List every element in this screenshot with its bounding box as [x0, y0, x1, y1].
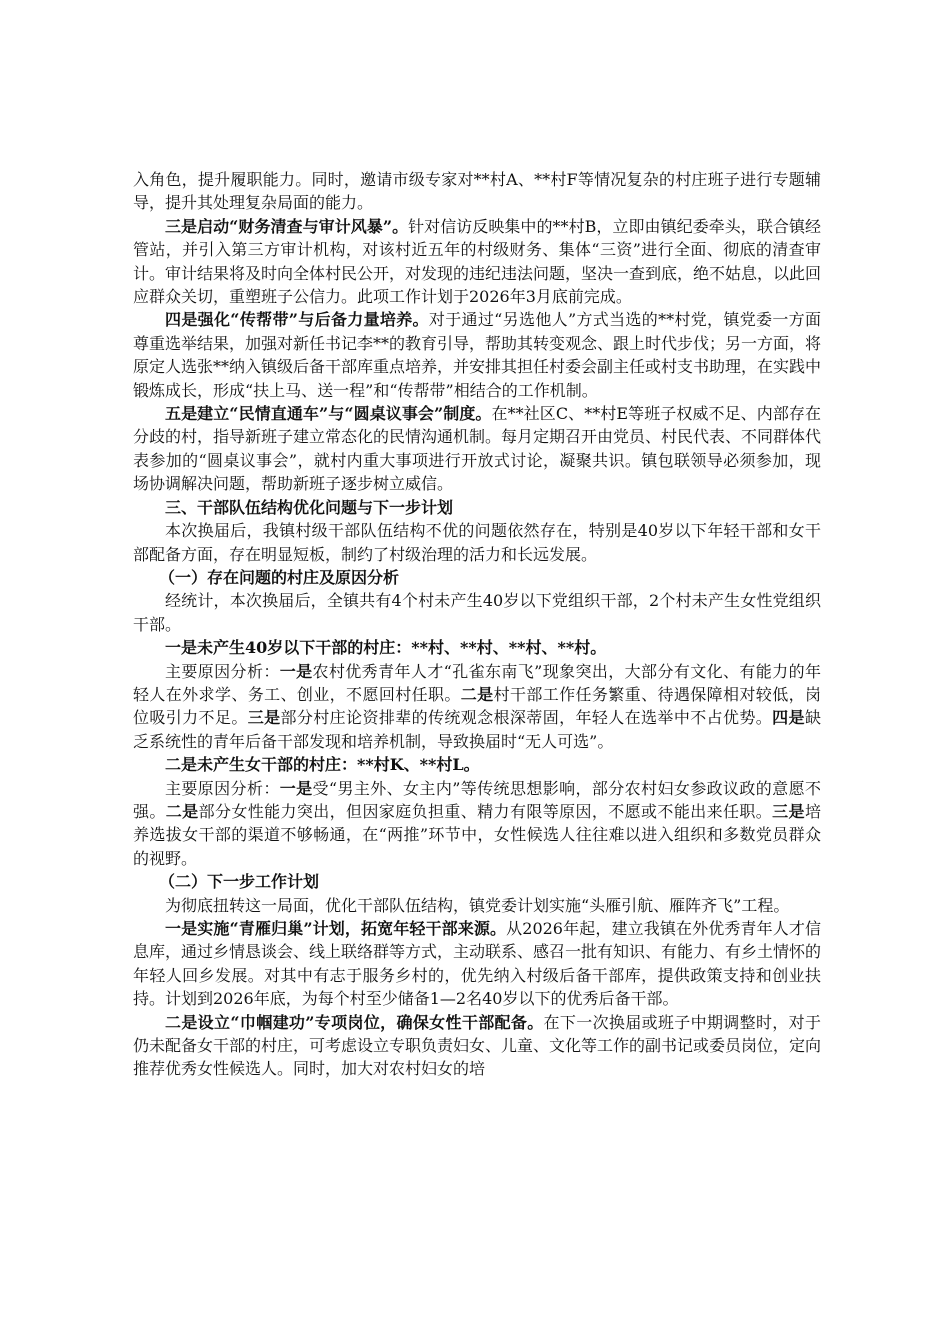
bold-lead-text: 三是	[772, 801, 805, 821]
paragraph-text: 主要原因分析：	[165, 661, 280, 681]
bold-lead-text: 二是	[165, 801, 199, 821]
bold-lead-text: 一是	[279, 778, 313, 798]
body-paragraph	[133, 589, 821, 636]
paragraph-text: 对于通过“另选他人”方式当选的**村党，镇党委一方面尊重选举结果，加强对新任书记李**的教育引导，帮助其转变观念、跟上时代步伐；另一方面，将原定人选张**纳入镇级后备干部库重点培养，并安排其担任村委会副主任或村支书助理，在实践中锻炼成长，形成“扶上马、送一程”和“传帮带”相结合的工作机制。	[133, 310, 822, 400]
paragraph-text: 在下一次换届或班子中期调整时，对于仍未配备女干部的村庄，可考虑设立专职负责妇女、儿童、文化等工作的副书记或委员岗位，定向推荐优秀女性候选人。同时，加大对农村妇女的培	[133, 1012, 822, 1079]
paragraph-text: 本次换届后，我镇村级干部队伍结构不优的问题依然存在，特别是40岁以下年轻干部和女干部配备方面，存在明显短板，制约了村级治理的活力和长远发展。	[133, 521, 821, 564]
subsection-heading: （一）存在问题的村庄及原因分析	[159, 567, 400, 587]
paragraph-text: 农村优秀青年人才“孔雀东南飞”现象突出，大部分有文化、有能力的年轻人在外求学、务工、创业，不愿回村任职。	[133, 661, 821, 704]
body-paragraph	[133, 519, 821, 566]
paragraph-text: 在**社区C、**村E等班子权威不足、内部存在分歧的村，指导新班子建立常态化的民情沟通机制。每月定期召开由党员、村民代表、不同群体代表参加的“圆桌议事会”，就村内重大事项进行开放式讨论，凝聚共识。镇包联领导必须参加，现场协调解决问题，帮助新班子逐步树立威信。	[133, 404, 822, 494]
paragraph-text: 部分女性能力突出，但因家庭负担重、精力有限等原因，不愿或不能出来任职。	[198, 801, 773, 821]
paragraph-text: 为彻底扭转这一局面，优化干部队伍结构，镇党委计划实施“头雁引航、雁阵齐飞”工程。	[165, 895, 790, 915]
paragraph-text: 部分村庄论资排辈的传统观念根深蒂固，年轻人在选举中不占优势。	[280, 708, 773, 728]
paragraph-text: 经统计，本次换届后，全镇共有4个村未产生40岁以下党组织干部，2个村未产生女性党组织干部。	[133, 591, 821, 634]
bold-lead-text: 四是强化“传帮带”与后备力量培养。	[165, 310, 429, 330]
subsection-heading: （二）下一步工作计划	[159, 872, 320, 892]
section-heading: 一是未产生40岁以下干部的村庄：**村、**村、**村、**村。	[165, 638, 607, 658]
bold-lead-text: 一是	[279, 661, 313, 681]
paragraph-text: 主要原因分析：	[165, 778, 280, 798]
bold-lead-text: 三是启动“财务清查与审计风暴”。	[165, 216, 409, 236]
document-body	[133, 168, 821, 1081]
paragraph-text: 入角色，提升履职能力。同时，邀请市级专家对**村A、**村F等情况复杂的村庄班子进行专题辅导，提升其处理复杂局面的能力。	[133, 170, 821, 213]
paragraph-text: 针对信访反映集中的**村B，立即由镇纪委牵头，联合镇经管站，并引入第三方审计机构，对该村近五年的村级财务、集体“三资”进行全面、彻底的清查审计。审计结果将及时向全体村民公开，对发现的违纪违法问题，坚决一查到底，绝不姑息，以此回应群众关切，重塑班子公信力。此项工作计划于2026年3月底前完成。	[133, 216, 822, 307]
measure-paragraph	[133, 1011, 821, 1081]
bold-lead-text: 二是	[460, 684, 494, 704]
measure-paragraph	[133, 402, 821, 496]
bold-lead-text: 三是	[247, 708, 281, 728]
paragraph-text: 缺乏系统性的青年后备干部发现和培养机制，导致换届时“无人可选”。	[133, 708, 821, 751]
section-heading: 二是未产生女干部的村庄：**村K、**村L。	[165, 755, 480, 775]
bold-lead-text: 一是实施“青雁归巢”计划，拓宽年轻干部来源。	[165, 919, 507, 938]
measure-paragraph	[133, 917, 821, 1011]
bold-lead-text: 二是设立“巾帼建功”专项岗位，确保女性干部配备。	[165, 1012, 544, 1032]
analysis-paragraph	[133, 660, 821, 754]
body-paragraph	[133, 168, 821, 215]
paragraph-text: 培养选拔女干部的渠道不够畅通，在“两推”环节中，女性候选人往往难以进入组织和多数党员群众的视野。	[133, 801, 821, 868]
measure-paragraph	[133, 215, 821, 309]
paragraph-text: 从2026年起，建立我镇在外优秀青年人才信息库，通过乡情恳谈会、线上联络群等方式，主动联系、感召一批有知识、有能力、有乡土情怀的年轻人回乡发展。对其中有志于服务乡村的，优先纳入村级后备干部库，提供政策支持和创业扶持。计划到2026年底，为每个村至少储备1—2名40岁以下的优秀后备干部。	[133, 919, 822, 1009]
paragraph-text: 村干部工作任务繁重、待遇保障相对较低，岗位吸引力不足。	[133, 684, 821, 728]
bold-lead-text: 四是	[772, 708, 805, 728]
paragraph-text: 受“男主外、女主内”等传统思想影响，部分农村妇女参政议政的意愿不强。	[133, 778, 821, 821]
measure-paragraph	[133, 308, 821, 402]
section-heading: 三、干部队伍结构优化问题与下一步计划	[165, 497, 454, 517]
body-paragraph	[133, 894, 821, 917]
bold-lead-text: 五是建立“民情直通车”与“圆桌议事会”制度。	[165, 404, 492, 424]
analysis-paragraph	[133, 777, 821, 871]
